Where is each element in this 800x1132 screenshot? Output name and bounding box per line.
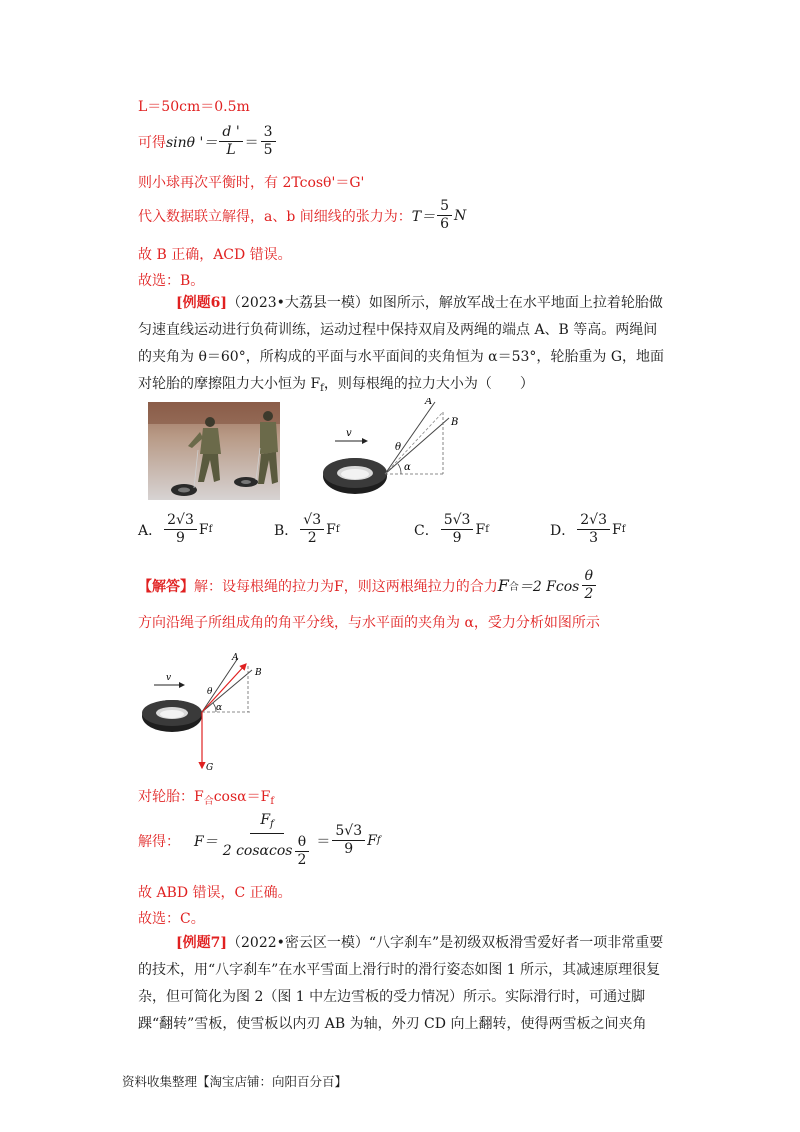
option-label: A．	[138, 522, 163, 539]
T-symbol: T＝	[411, 208, 436, 225]
equals: ＝	[244, 134, 259, 151]
answer6-tire-equation	[138, 786, 274, 807]
sin-expression: sinθ '＝	[166, 134, 218, 151]
option-label: C．	[414, 522, 439, 539]
subscript: f	[335, 524, 340, 535]
label-alpha: α	[404, 462, 411, 473]
numerator: √3	[300, 512, 324, 530]
denominator: 6	[440, 216, 450, 232]
subscript-f: f	[320, 383, 324, 394]
denominator: 2	[584, 586, 594, 602]
denominator	[220, 834, 315, 869]
F-equals: F＝	[194, 833, 218, 850]
label-A: A	[425, 398, 433, 407]
unit-N: N	[454, 207, 467, 224]
example6-text: （2023•大荔县一模）如图所示，解放军战士在水平地面上拉着轮胎做匀速直线运动进行负荷训练，运动过程中保持双肩及两绳的端点 A、B 等高。两绳间的夹角为 θ＝60°，所构成的平面与水平面间的夹角恒为 α＝53°，轮胎重为 G，地面对轮胎的摩擦阻力大小恒为 F	[138, 295, 665, 392]
numerator: θ	[295, 834, 309, 852]
force-diagram	[140, 650, 280, 775]
solution-line-balance: 则小球再次平衡时，有 2Tcosθ'＝G'	[138, 175, 365, 191]
numerator: 2√3	[577, 512, 610, 530]
subscript-f: f	[376, 835, 381, 846]
denominator: 9	[176, 530, 185, 546]
example7-text: （2022•密云区一模）“八字刹车”是初级双板滑雪爱好者一项非常重要的技术，用“八字刹车”在水平雪面上滑行时的滑行姿态如图 1 所示，其减速原理很复杂，但可简化为图 2（图 1 中左边雪板的受力情况）所示。实际滑行时，可通过脚踝“翻转”雪板，使雪板以内刃 AB 为轴，外刃 CD 向上翻转，使得两雪板之间夹角	[138, 935, 664, 1032]
solution-line-conclusion: 故 B 正确，ACD 错误。	[138, 247, 292, 263]
numerator: θ	[582, 568, 596, 586]
solve-label: 解得：	[138, 833, 180, 850]
numerator: 2√3	[164, 512, 197, 530]
label-G: G	[206, 763, 214, 773]
example6-question	[138, 290, 666, 402]
option-label: D．	[550, 522, 576, 539]
text: 可得	[138, 134, 166, 151]
fraction-theta-over-2	[581, 568, 596, 603]
numerator: 5√3	[332, 823, 365, 841]
label-A: A	[232, 653, 239, 663]
text: 解：设每根绳的拉力为F，则这两根绳拉力的合力	[194, 578, 498, 595]
subscript: f	[208, 524, 213, 535]
denominator: L	[226, 142, 236, 158]
answer6-conclusion: 故 ABD 错误，C 正确。	[138, 885, 292, 901]
subscript-he: 合	[203, 796, 214, 807]
option-fraction	[164, 512, 197, 547]
fraction-3-over-5	[261, 124, 276, 159]
example7-question	[138, 930, 666, 1038]
fraction-5-over-6	[437, 198, 452, 233]
F-symbol: F	[367, 832, 377, 849]
subscript: f	[485, 524, 489, 535]
denominator-text: 2 cosαcos	[222, 843, 293, 859]
solution-line-tension	[138, 198, 466, 233]
denominator: 2	[307, 530, 317, 546]
option-label: B．	[274, 522, 299, 539]
label-v: v	[346, 428, 352, 439]
option-fraction	[300, 512, 324, 547]
subscript: f	[621, 524, 626, 535]
text: 对轮胎：F	[138, 789, 204, 805]
denominator: 9	[452, 530, 462, 546]
label-v: v	[166, 673, 172, 683]
label-alpha: α	[216, 703, 223, 713]
label-B: B	[451, 417, 459, 428]
fraction-d-over-L	[219, 124, 242, 159]
text: 代入数据联立解得，a、b 间细线的张力为：	[138, 208, 412, 225]
denominator: 9	[344, 841, 354, 857]
numerator: 3	[261, 124, 276, 142]
option-suffix: F	[198, 521, 209, 538]
label-theta: θ	[395, 442, 402, 453]
option-suffix: F	[475, 521, 486, 538]
soldier-training-photo	[148, 402, 280, 500]
answer-tag: 【解答】	[138, 578, 194, 595]
denominator: 3	[589, 530, 599, 546]
solution-line-sin	[138, 124, 278, 159]
answer6-line1	[138, 568, 598, 603]
numerator: 5√3	[441, 512, 474, 530]
example7-tag: [例题7]	[176, 935, 227, 951]
fraction-theta-over-2	[294, 834, 309, 869]
tire-diagram	[315, 398, 485, 502]
numerator	[250, 812, 283, 834]
answer6-solve	[138, 812, 381, 869]
option-A[interactable]	[138, 512, 212, 547]
big-fraction	[220, 812, 315, 869]
answer6-choice: 故选：C。	[138, 911, 205, 927]
example6-tag: [例题6]	[176, 295, 227, 311]
denominator: 2	[297, 852, 307, 868]
equals: ＝	[316, 833, 331, 850]
option-suffix: F	[326, 521, 336, 538]
footer-source: 资料收集整理【淘宝店铺：向阳百分百】	[122, 1074, 348, 1089]
label-theta: θ	[207, 687, 213, 697]
subscript-f: f	[270, 819, 274, 830]
numerator: 5	[437, 198, 452, 216]
numerator: d '	[219, 124, 242, 142]
solution-line-choice: 故选：B。	[138, 273, 205, 289]
option-C[interactable]	[414, 512, 489, 547]
subscript-he: 合	[508, 582, 519, 593]
answer6-line2: 方向沿绳子所组成角的角平分线，与水平面的夹角为 α，受力分析如图所示	[138, 615, 600, 631]
example6-text-end: ，则每根绳的拉力大小为（ ）	[323, 376, 534, 392]
subscript-f: f	[270, 796, 275, 807]
option-suffix: F	[611, 521, 622, 538]
F-symbol: F	[497, 576, 509, 595]
label-B: B	[255, 668, 262, 678]
option-fraction	[577, 512, 610, 547]
option-B[interactable]	[274, 512, 340, 547]
solution-line-length: L＝50cm＝0.5m	[138, 99, 250, 115]
denominator: 5	[263, 142, 273, 158]
text: cosα＝F	[213, 789, 271, 805]
F-symbol: F	[260, 812, 271, 828]
fraction-5root3-over-9	[332, 823, 365, 858]
option-D[interactable]	[550, 512, 625, 547]
option-fraction	[441, 512, 474, 547]
equation: ＝2 Fcos	[518, 578, 580, 595]
